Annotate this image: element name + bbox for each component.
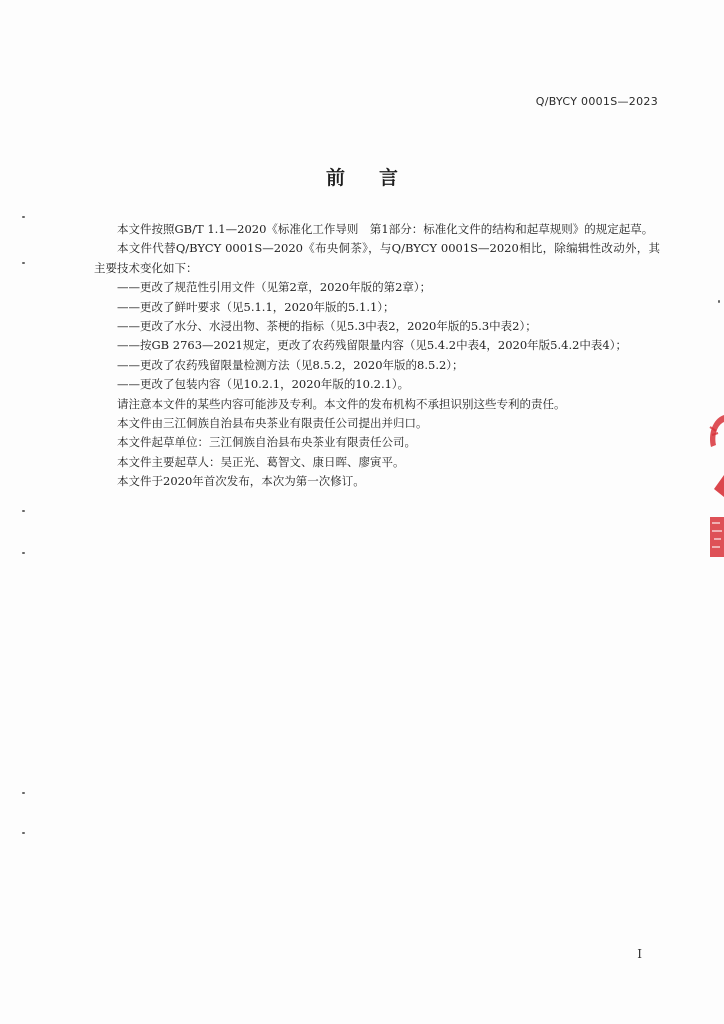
scan-mark xyxy=(22,216,25,218)
page-title: 前言 xyxy=(325,167,432,189)
paragraph-drafters: 本文件主要起草人：吴正光、葛智文、康日晖、廖寅平。 xyxy=(117,454,405,469)
seal-stamp-icon xyxy=(702,405,724,565)
change-item-pesticide-methods: ——更改了农药残留限量检测方法（见8.5.2，2020年版的8.5.2）； xyxy=(117,357,464,372)
scan-mark xyxy=(22,792,25,794)
change-item-references: ——更改了规范性引用文件（见第2章，2020年版的第2章）； xyxy=(117,280,432,295)
paragraph-drafting-unit: 本文件起草单位：三江侗族自治县布央茶业有限责任公司。 xyxy=(117,435,416,450)
change-item-pesticide-limits: ——按GB 2763—2021规定，更改了农药残留限量内容（见5.4.2中表4，2020年版5.4.2中表4）； xyxy=(117,338,627,353)
document-code: Q/BYCY 0001S—2023 xyxy=(535,95,658,108)
scan-mark xyxy=(22,832,25,834)
paragraph-history: 本文件于2020年首次发布，本次为第一次修订。 xyxy=(117,474,365,489)
paragraph-proposer: 本文件由三江侗族自治县布央茶业有限责任公司提出并归口。 xyxy=(117,416,428,431)
paragraph-replacement: 本文件代替Q/BYCY 0001S—2020《布央侗茶》，与Q/BYCY 0001S—2020相比，除编辑性改动外，其主要技术变化如下： xyxy=(94,241,660,275)
page-number: I xyxy=(637,947,642,961)
change-item-fresh-leaf: ——更改了鲜叶要求（见5.1.1，2020年版的5.1.1）； xyxy=(117,299,395,314)
scan-mark xyxy=(22,510,25,512)
scan-mark xyxy=(22,262,25,264)
paragraph-patent-notice: 请注意本文件的某些内容可能涉及专利。本文件的发布机构不承担识别这些专利的责任。 xyxy=(117,396,566,411)
scan-mark xyxy=(22,552,25,554)
preface-body xyxy=(94,220,660,492)
change-item-moisture: ——更改了水分、水浸出物、茶梗的指标（见5.3中表2，2020年版的5.3中表2）； xyxy=(117,319,537,334)
scan-mark xyxy=(718,300,720,303)
change-item-packaging: ——更改了包装内容（见10.2.1，2020年版的10.2.1）。 xyxy=(117,377,410,392)
paragraph-drafting-rules: 本文件按照GB/T 1.1—2020《标准化工作导则 第1部分：标准化文件的结构和起草规则》的规定起草。 xyxy=(117,222,654,236)
